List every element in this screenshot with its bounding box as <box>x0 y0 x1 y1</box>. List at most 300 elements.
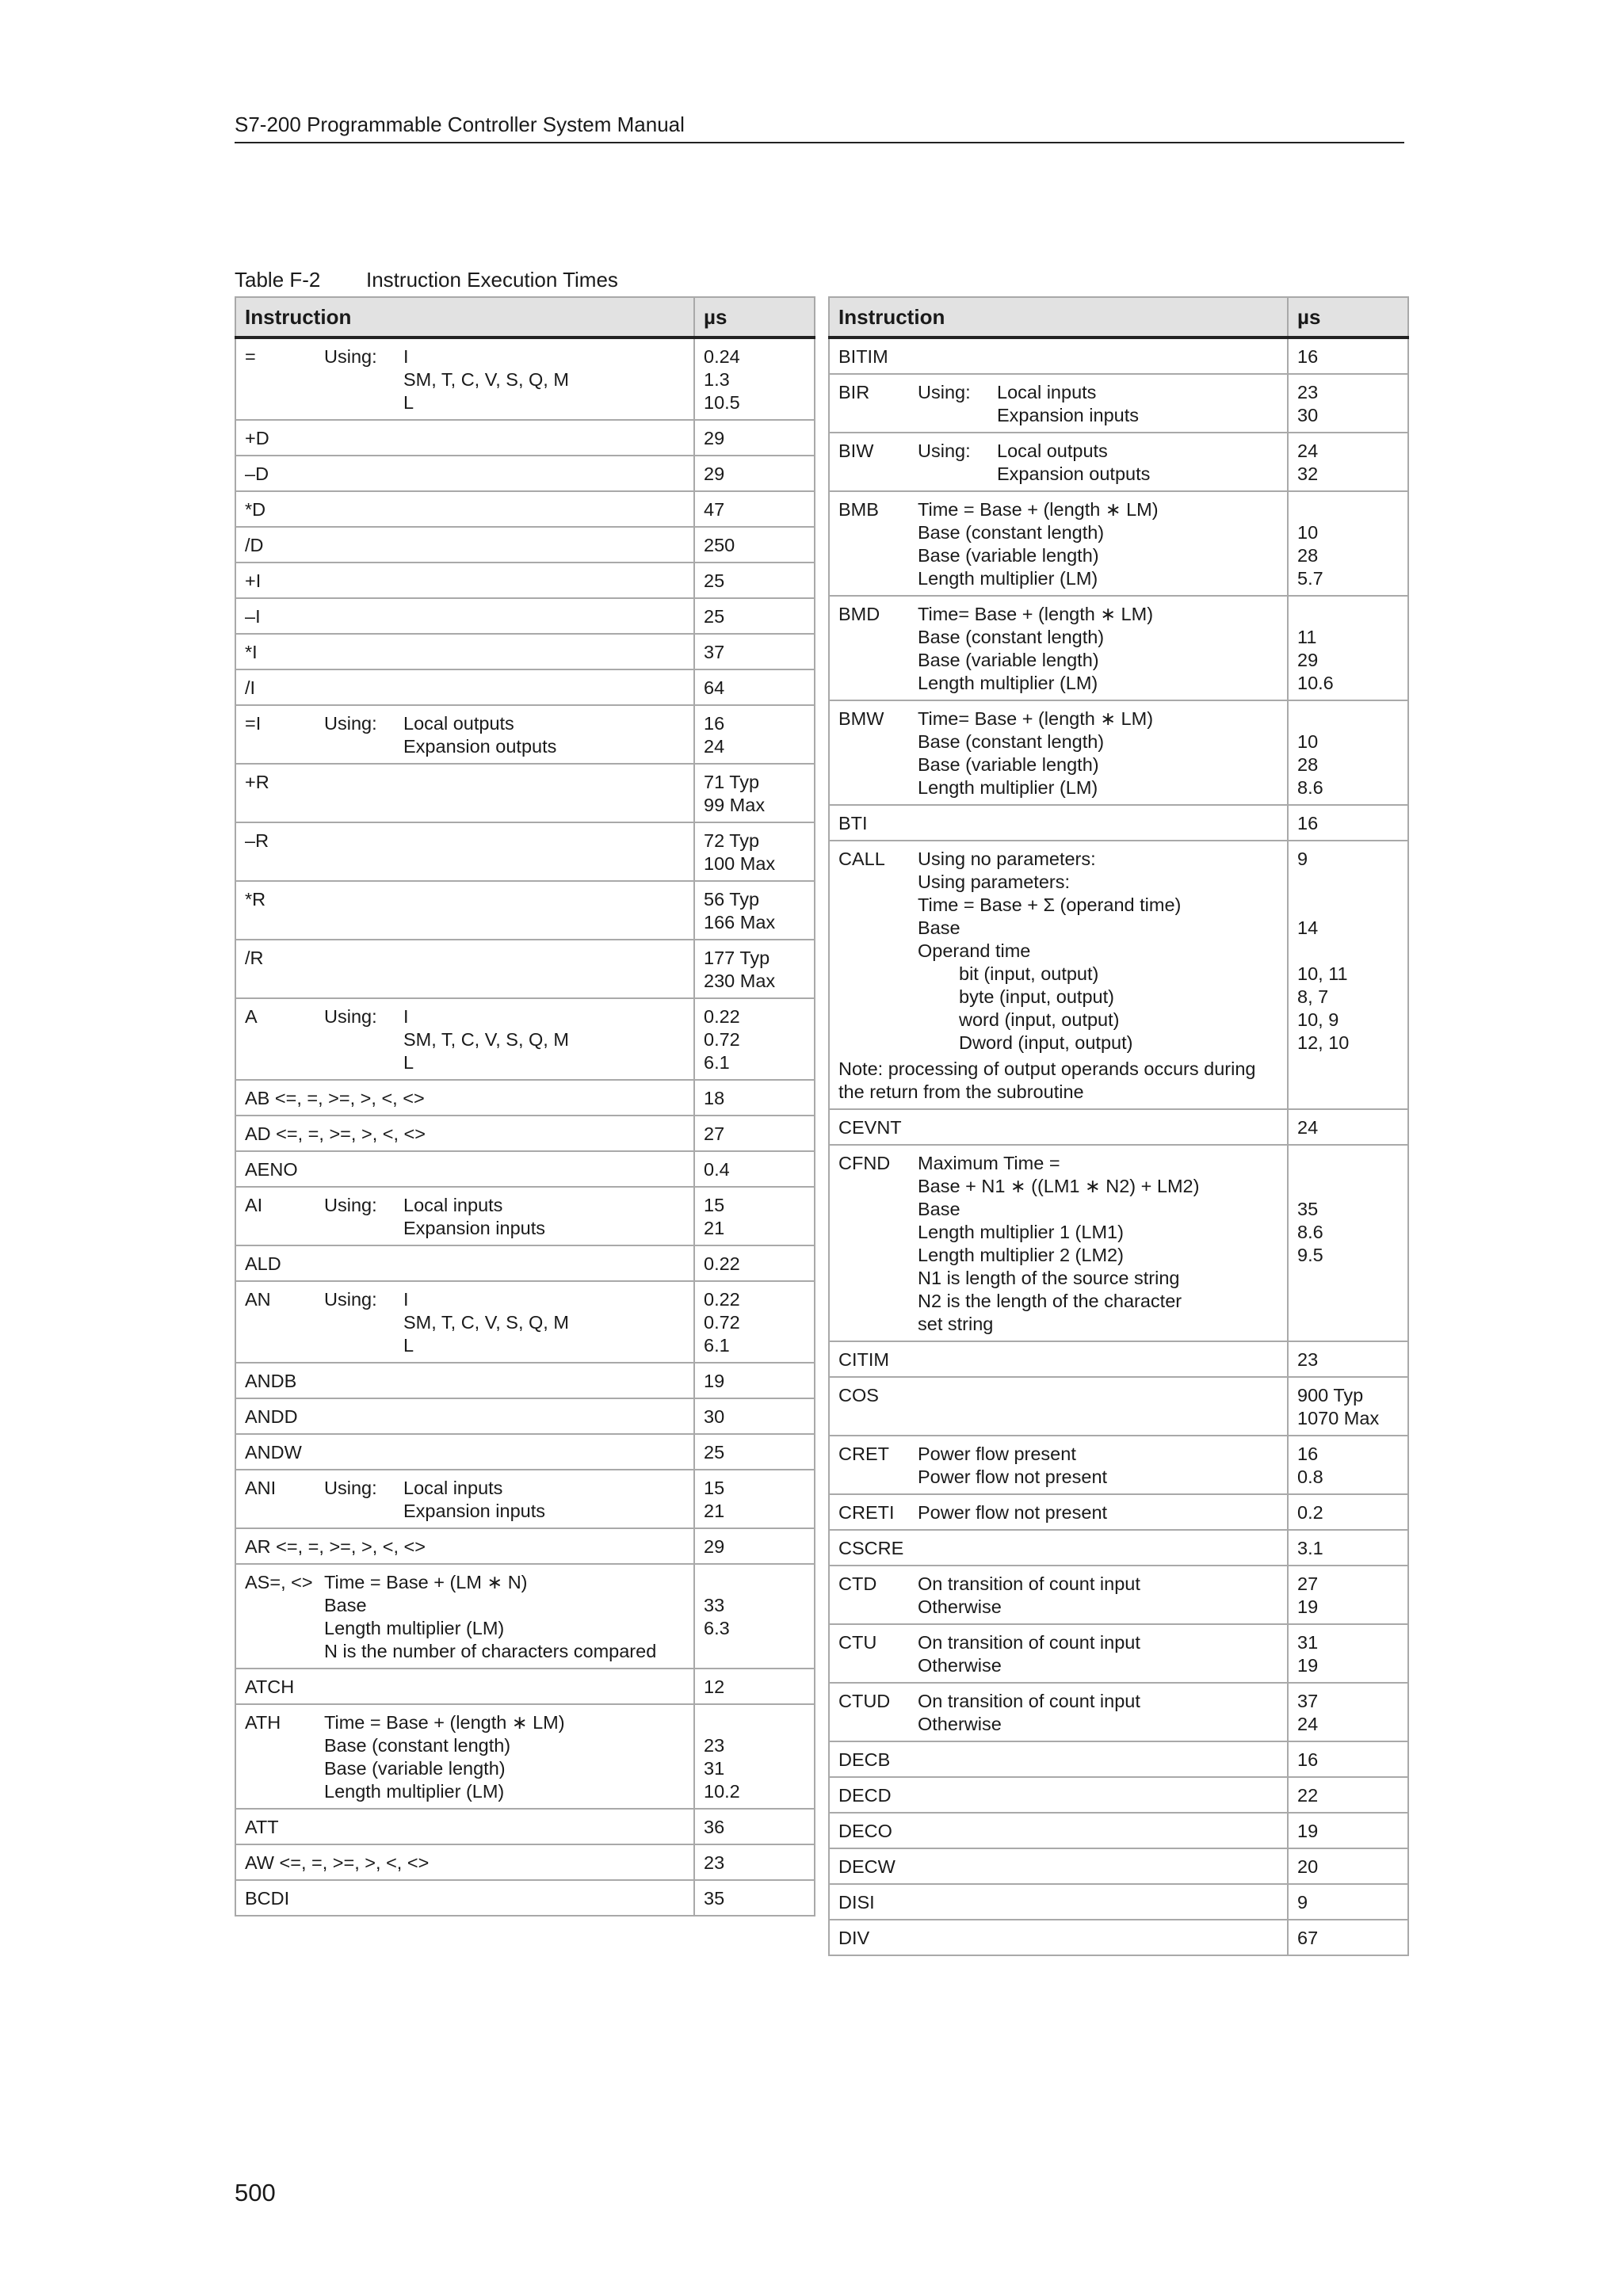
instruction-entry <box>838 1631 1278 1677</box>
detail-line: Otherwise <box>918 1714 1002 1734</box>
table-row <box>829 805 1408 841</box>
instruction-cell <box>235 1080 694 1116</box>
time-value: 19 <box>704 1371 725 1391</box>
instruction-entry <box>245 712 685 758</box>
time-value: 0.22 <box>704 1253 740 1274</box>
instruction-mnemonic: AN <box>245 1289 271 1310</box>
time-value: 72 Typ <box>704 830 760 851</box>
time-cell <box>1288 1566 1408 1624</box>
instruction-cell <box>235 1151 694 1187</box>
time-value: 0.22 <box>704 1289 740 1310</box>
time-value: 29 <box>1297 650 1319 670</box>
table-row <box>235 881 815 940</box>
instruction-mnemonic: DIV <box>838 1928 870 1948</box>
instruction-mnemonic: AI <box>245 1195 263 1215</box>
time-value: 20 <box>1297 1856 1319 1877</box>
time-value: 12 <box>704 1676 725 1697</box>
time-cell <box>694 527 815 563</box>
time-value: 8.6 <box>1297 1222 1323 1242</box>
using-label: Using: <box>324 713 377 734</box>
time-cell <box>694 1116 815 1151</box>
detail-line: word (input, output) <box>959 1009 1120 1030</box>
detail-line: Base (constant length) <box>918 731 1105 752</box>
instruction-cell <box>235 1398 694 1434</box>
instruction-cell <box>235 1363 694 1398</box>
instruction-mnemonic: BMW <box>838 708 884 729</box>
instruction-cell <box>829 433 1288 491</box>
time-value <box>1297 940 1399 963</box>
table-row <box>829 596 1408 700</box>
detail-line: I <box>403 346 409 367</box>
instruction-mnemonic: CEVNT <box>838 1117 902 1138</box>
instruction-cell <box>829 1566 1288 1624</box>
instruction-mnemonic: /D <box>245 535 264 555</box>
time-cell <box>694 1564 815 1669</box>
time-cell <box>694 563 815 598</box>
instruction-mnemonic: ATCH <box>245 1676 295 1697</box>
time-value <box>1297 871 1399 894</box>
time-value: 10 <box>1297 522 1319 543</box>
instruction-mnemonic: CTU <box>838 1632 877 1653</box>
table-row <box>235 1151 815 1187</box>
time-cell <box>694 491 815 527</box>
detail-line: Base (constant length) <box>918 522 1105 543</box>
instruction-mnemonic: CSCRE <box>838 1538 904 1558</box>
column-header-time: µs <box>1288 297 1408 338</box>
table-row <box>829 1920 1408 1955</box>
instruction-mnemonic: ANI <box>245 1478 277 1498</box>
time-value: 24 <box>704 736 725 757</box>
time-cell <box>1288 338 1408 374</box>
table-title: Instruction Execution Times <box>366 268 618 292</box>
time-value: 28 <box>1297 754 1319 775</box>
instruction-details <box>918 1443 1278 1489</box>
time-value: 0.72 <box>704 1312 740 1333</box>
instruction-entry <box>245 1571 685 1663</box>
instruction-cell <box>235 491 694 527</box>
instruction-mnemonic: +R <box>245 772 269 792</box>
instruction-cell <box>829 374 1288 433</box>
detail-line: Local outputs <box>403 713 514 734</box>
time-cell <box>694 705 815 764</box>
table-row <box>829 338 1408 374</box>
time-value: 1070 Max <box>1297 1408 1380 1428</box>
instruction-mnemonic: /I <box>245 677 256 698</box>
column-header-instruction: Instruction <box>235 297 694 338</box>
instruction-mnemonic: CTD <box>838 1573 877 1594</box>
time-cell <box>694 456 815 491</box>
time-value <box>1297 707 1399 730</box>
instruction-details <box>324 712 685 758</box>
instruction-cell <box>235 822 694 881</box>
detail-line: Expansion outputs <box>997 463 1151 484</box>
instruction-details <box>324 1711 685 1803</box>
table-row <box>829 1777 1408 1813</box>
instruction-mnemonic: *D <box>245 499 266 520</box>
instruction-cell <box>829 1683 1288 1741</box>
time-value: 16 <box>704 713 725 734</box>
table-row <box>829 1494 1408 1530</box>
instruction-details <box>918 707 1278 799</box>
instruction-cell <box>829 1624 1288 1683</box>
time-cell <box>1288 1377 1408 1436</box>
table-row <box>235 338 815 420</box>
time-value: 8.6 <box>1297 777 1323 798</box>
time-value: 23 <box>704 1735 725 1756</box>
table-row <box>235 1398 815 1434</box>
using-block <box>918 381 1278 427</box>
instruction-details <box>324 1477 685 1523</box>
time-value: 31 <box>1297 1632 1319 1653</box>
instruction-cell <box>829 1530 1288 1566</box>
using-block <box>324 712 685 758</box>
detail-line: Length multiplier (LM) <box>324 1618 505 1638</box>
using-label: Using: <box>324 1289 377 1310</box>
instruction-entry <box>838 440 1278 486</box>
time-value: 16 <box>1297 346 1319 367</box>
instruction-mnemonic: ANDD <box>245 1406 298 1427</box>
time-value: 23 <box>704 1852 725 1873</box>
instruction-mnemonic: A <box>245 1006 258 1027</box>
time-value: 21 <box>704 1218 725 1238</box>
time-cell <box>1288 1920 1408 1955</box>
time-cell <box>694 1151 815 1187</box>
time-value: 6.1 <box>704 1052 730 1073</box>
operand-list <box>403 1194 685 1240</box>
instruction-mnemonic: +D <box>245 428 269 448</box>
table-row <box>235 822 815 881</box>
detail-line: Base <box>324 1595 367 1615</box>
time-value: 5.7 <box>1297 568 1323 589</box>
instruction-cell <box>235 1116 694 1151</box>
detail-line: On transition of count input <box>918 1691 1140 1711</box>
time-cell <box>694 881 815 940</box>
time-cell <box>694 822 815 881</box>
time-value: 177 Typ <box>704 948 770 968</box>
time-cell <box>694 420 815 456</box>
detail-line: Base (variable length) <box>918 650 1099 670</box>
time-cell <box>1288 491 1408 596</box>
instruction-mnemonic: CALL <box>838 849 885 869</box>
table-row <box>829 1741 1408 1777</box>
table-row <box>235 1844 815 1880</box>
instruction-entry <box>245 1194 685 1240</box>
time-cell <box>1288 1884 1408 1920</box>
table-row <box>235 1564 815 1669</box>
time-cell <box>694 338 815 420</box>
time-value: 10.2 <box>704 1781 740 1802</box>
time-value: 24 <box>1297 1714 1319 1734</box>
detail-line: Expansion inputs <box>403 1501 545 1521</box>
detail-line: Time = Base + (LM ∗ N) <box>324 1572 528 1592</box>
time-value: 30 <box>1297 405 1319 425</box>
detail-line: Length multiplier 2 (LM2) <box>918 1245 1124 1265</box>
detail-line: Expansion inputs <box>403 1218 545 1238</box>
time-value: 0.2 <box>1297 1502 1323 1523</box>
instruction-details <box>918 603 1278 695</box>
instruction-cell <box>235 881 694 940</box>
detail-line: Base (constant length) <box>324 1735 511 1756</box>
time-value <box>704 1571 805 1594</box>
time-value: 25 <box>704 1442 725 1463</box>
time-value: 24 <box>1297 441 1319 461</box>
instruction-mnemonic: BMB <box>838 499 879 520</box>
time-value: 9.5 <box>1297 1245 1323 1265</box>
table-row <box>829 1624 1408 1683</box>
detail-line: Dword (input, output) <box>959 1032 1133 1053</box>
instruction-details <box>918 1152 1278 1336</box>
instruction-entry <box>838 381 1278 427</box>
time-value: 32 <box>1297 463 1319 484</box>
instruction-cell <box>235 1434 694 1470</box>
table-header-row <box>829 297 1408 338</box>
time-value: 37 <box>704 642 725 662</box>
instruction-cell <box>829 491 1288 596</box>
using-label: Using: <box>324 1195 377 1215</box>
instruction-details <box>918 498 1278 590</box>
instruction-cell <box>235 1844 694 1880</box>
instruction-mnemonic: CRETI <box>838 1502 895 1523</box>
instruction-cell <box>829 805 1288 841</box>
instruction-mnemonic: ANDB <box>245 1371 297 1391</box>
instruction-cell <box>235 634 694 669</box>
operand-list <box>997 381 1278 427</box>
instruction-cell <box>829 1848 1288 1884</box>
instruction-details <box>324 1288 685 1357</box>
detail-line: Length multiplier 1 (LM1) <box>918 1222 1124 1242</box>
instruction-mnemonic: –R <box>245 830 269 851</box>
detail-line: Local outputs <box>997 441 1108 461</box>
time-value: 10, 11 <box>1297 963 1348 984</box>
detail-line: Time = Base + Σ (operand time) <box>918 894 1182 915</box>
instruction-mnemonic: BCDI <box>245 1888 290 1909</box>
table-row <box>235 420 815 456</box>
time-value: 22 <box>1297 1785 1319 1806</box>
time-value: 35 <box>1297 1199 1319 1219</box>
instruction-cell <box>829 1741 1288 1777</box>
using-label: Using: <box>918 382 971 402</box>
instruction-mnemonic: BIR <box>838 382 870 402</box>
table-row <box>235 1704 815 1809</box>
instruction-details <box>324 1571 685 1663</box>
time-value: 11 <box>1297 627 1317 647</box>
time-value: 10.5 <box>704 392 740 413</box>
detail-line: Base + N1 ∗ ((LM1 ∗ N2) + LM2) <box>918 1176 1200 1196</box>
instruction-cell <box>235 1470 694 1528</box>
time-value: 250 <box>704 535 735 555</box>
column-header-time: µs <box>694 297 815 338</box>
time-value: 16 <box>1297 1444 1319 1464</box>
instruction-mnemonic: DECD <box>838 1785 892 1806</box>
instruction-details <box>918 848 1278 1055</box>
time-value: 9 <box>1297 849 1308 869</box>
detail-line: Base (variable length) <box>918 545 1099 566</box>
instruction-cell <box>829 1777 1288 1813</box>
instruction-mnemonic: = <box>245 346 256 367</box>
table-number: Table F-2 <box>235 268 321 292</box>
table-row <box>829 1813 1408 1848</box>
table-row <box>829 700 1408 805</box>
table-row <box>235 940 815 998</box>
time-cell <box>694 764 815 822</box>
instruction-entry <box>838 848 1278 1055</box>
instruction-cell <box>829 1884 1288 1920</box>
table-row <box>235 1281 815 1363</box>
time-cell <box>694 1880 815 1916</box>
table-row <box>829 1377 1408 1436</box>
table-row <box>235 1363 815 1398</box>
page-number: 500 <box>235 2179 276 2206</box>
time-value <box>1297 603 1399 626</box>
detail-line: Maximum Time = <box>918 1153 1060 1173</box>
time-value: 64 <box>704 677 725 698</box>
time-cell <box>1288 1683 1408 1741</box>
time-value: 36 <box>704 1817 725 1837</box>
execution-times-table-right <box>828 296 1409 1956</box>
instruction-cell <box>829 338 1288 374</box>
detail-line: I <box>403 1289 409 1310</box>
instruction-details <box>324 345 685 414</box>
time-cell <box>1288 1741 1408 1777</box>
using-block <box>324 345 685 414</box>
detail-line: Otherwise <box>918 1655 1002 1676</box>
time-cell <box>1288 1624 1408 1683</box>
table-row <box>829 491 1408 596</box>
detail-line: Using parameters: <box>918 871 1070 892</box>
time-value: 10, 9 <box>1297 1009 1339 1030</box>
instruction-entry <box>245 1288 685 1357</box>
detail-line: Length multiplier (LM) <box>918 568 1098 589</box>
time-cell <box>1288 374 1408 433</box>
instruction-details <box>324 1194 685 1240</box>
table-row <box>235 705 815 764</box>
time-value: 19 <box>1297 1655 1319 1676</box>
time-cell <box>694 1669 815 1704</box>
instruction-mnemonic: CRET <box>838 1444 889 1464</box>
operand-list <box>403 1477 685 1523</box>
instruction-cell <box>235 563 694 598</box>
time-value: 3.1 <box>1297 1538 1323 1558</box>
table-row <box>829 1530 1408 1566</box>
time-value <box>704 1711 805 1734</box>
table-row <box>235 1187 815 1245</box>
instruction-cell <box>829 1377 1288 1436</box>
table-row <box>829 1109 1408 1145</box>
column-header-instruction: Instruction <box>829 297 1288 338</box>
time-cell <box>694 1080 815 1116</box>
instruction-mnemonic: CFND <box>838 1153 891 1173</box>
time-value: 14 <box>1297 917 1319 938</box>
time-value: 30 <box>704 1406 725 1427</box>
instruction-entry <box>245 1005 685 1074</box>
instruction-cell <box>829 841 1288 1109</box>
table-row <box>235 998 815 1080</box>
time-cell <box>1288 1145 1408 1341</box>
instruction-entry <box>838 1152 1278 1336</box>
time-value: 16 <box>1297 1749 1319 1770</box>
time-value: 18 <box>704 1088 725 1108</box>
time-value: 9 <box>1297 1892 1308 1913</box>
using-block <box>324 1194 685 1240</box>
detail-line: set string <box>918 1314 994 1334</box>
instruction-cell <box>829 1145 1288 1341</box>
time-value: 25 <box>704 606 725 627</box>
time-value: 27 <box>1297 1573 1319 1594</box>
table-row <box>235 1116 815 1151</box>
time-cell <box>1288 1494 1408 1530</box>
detail-line: L <box>403 1052 414 1073</box>
table-row <box>235 1880 815 1916</box>
time-cell <box>694 1704 815 1809</box>
time-value: 0.8 <box>1297 1466 1323 1487</box>
time-value: 35 <box>704 1888 725 1909</box>
table-row <box>235 491 815 527</box>
instruction-mnemonic: –I <box>245 606 261 627</box>
instruction-mnemonic: –D <box>245 463 269 484</box>
instruction-cell <box>235 998 694 1080</box>
instruction-mnemonic: BIW <box>838 441 874 461</box>
operand-list <box>403 712 685 758</box>
time-cell <box>1288 805 1408 841</box>
time-cell <box>694 1809 815 1844</box>
instruction-details <box>918 440 1278 486</box>
time-cell <box>1288 841 1408 1109</box>
instruction-cell <box>235 420 694 456</box>
instruction-cell <box>235 1281 694 1363</box>
time-cell <box>694 1363 815 1398</box>
detail-line: Operand time <box>918 940 1031 961</box>
instruction-mnemonic: DISI <box>838 1892 875 1913</box>
time-cell <box>694 1281 815 1363</box>
table-caption <box>235 268 618 292</box>
detail-line: Length multiplier (LM) <box>918 777 1098 798</box>
instruction-entry <box>838 1443 1278 1489</box>
instruction-details <box>918 1690 1278 1736</box>
instruction-mnemonic: AENO <box>245 1159 298 1180</box>
table-row <box>235 598 815 634</box>
table-row <box>235 456 815 491</box>
manual-title: S7-200 Programmable Controller System Manual <box>235 113 685 136</box>
using-label: Using: <box>324 346 377 367</box>
instruction-details <box>918 1573 1278 1619</box>
instruction-cell <box>235 764 694 822</box>
time-cell <box>694 1528 815 1564</box>
instruction-cell <box>235 940 694 998</box>
instruction-mnemonic: BMD <box>838 604 880 624</box>
time-value <box>1297 498 1399 521</box>
detail-line: Time = Base + (length ∗ LM) <box>324 1712 565 1733</box>
instruction-entry <box>838 707 1278 799</box>
instruction-cell <box>235 338 694 420</box>
time-value: 12, 10 <box>1297 1032 1350 1053</box>
time-value: 230 Max <box>704 971 776 991</box>
table-row <box>829 1566 1408 1624</box>
time-value: 29 <box>704 428 725 448</box>
detail-line: Time= Base + (length ∗ LM) <box>918 604 1154 624</box>
time-value <box>1297 1175 1399 1198</box>
time-value: 56 Typ <box>704 889 760 910</box>
instruction-details <box>918 381 1278 427</box>
detail-line: Otherwise <box>918 1596 1002 1617</box>
time-value: 29 <box>704 463 725 484</box>
instruction-cell <box>829 1341 1288 1377</box>
instruction-mnemonic: *R <box>245 889 266 910</box>
instruction-cell <box>829 596 1288 700</box>
table-row <box>235 1470 815 1528</box>
instruction-cell <box>829 700 1288 805</box>
time-value: 0.24 <box>704 346 740 367</box>
detail-line: Base <box>918 917 960 938</box>
